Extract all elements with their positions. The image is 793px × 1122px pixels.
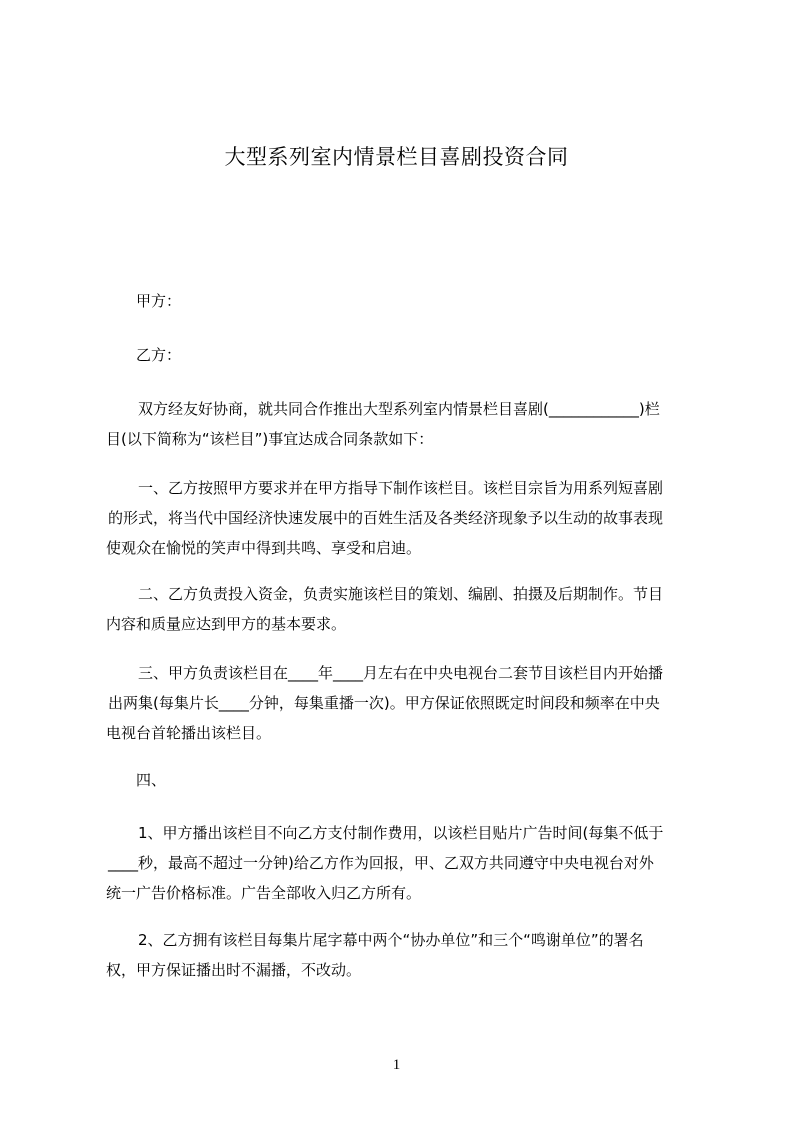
document-title: 大型系列室内情景栏目喜剧投资合同: [224, 145, 569, 169]
clause-3-line-1: 三、甲方负责该栏目在____年____月左右在中央电视台二套节目该栏目内开始播: [138, 664, 664, 682]
clause-4-2-paragraph: [106, 925, 700, 985]
clause-4-2-line-1: 2、乙方拥有该栏目每集片尾字幕中两个“协办单位”和三个“鸣谢单位”的署名: [138, 931, 644, 949]
intro-paragraph: [106, 394, 700, 454]
clause-1-line-2: 的形式，将当代中国经济快速发展中的百姓生活及各类经济现象予以生动的故事表现: [108, 509, 664, 527]
clause-2-line-1: 二、乙方负责投入资金，负责实施该栏目的策划、编剧、拍摄及后期制作。节目: [138, 585, 664, 603]
clause-4-2-line-2: 权，甲方保证播出时不漏播，不改动。: [106, 961, 362, 979]
party-b-text: 乙方：: [136, 346, 182, 364]
clause-4-1-line-1: 1、甲方播出该栏目不向乙方支付制作费用，以该栏目贴片广告时间(每集不低于: [138, 824, 664, 842]
clause-3-line-2: 出两集(每集片长____分钟，每集重播一次)。甲方保证依照既定时间段和频率在中央: [108, 694, 660, 712]
party-a-text: 甲方：: [136, 292, 182, 310]
clause-4-1-line-3: 统一广告价格标准。广告全部收入归乙方所有。: [106, 884, 422, 902]
intro-line-1: 双方经友好协商，就共同合作推出大型系列室内情景栏目喜剧(____________)栏: [138, 400, 660, 418]
clause-3-paragraph: [106, 658, 700, 748]
clause-4-1-paragraph: [106, 818, 700, 908]
clause-3-line-3: 电视台首轮播出该栏目。: [106, 724, 272, 742]
clause-2-line-2: 内容和质量应达到甲方的基本要求。: [106, 615, 347, 633]
clause-4-heading: [106, 765, 730, 795]
party-b-label: [106, 340, 730, 370]
clause-1-line-3: 使观众在愉悦的笑声中得到共鸣、享受和启迪。: [106, 539, 422, 557]
clause-4-1-line-2: ____秒，最高不超过一分钟)给乙方作为回报，甲、乙双方共同遵守中央电视台对外: [108, 854, 654, 872]
clause-1-line-1: 一、乙方按照甲方要求并在甲方指导下制作该栏目。该栏目宗旨为用系列短喜剧: [138, 479, 664, 497]
clause-2-paragraph: [106, 579, 700, 639]
party-a-label: [106, 286, 730, 316]
intro-line-2: 目(以下简称为“该栏目”)事宜达成合同条款如下：: [106, 430, 434, 448]
clause-4-heading-text: 四、: [136, 771, 167, 789]
page-number: 1: [392, 1057, 401, 1073]
clause-1-paragraph: [106, 473, 700, 563]
